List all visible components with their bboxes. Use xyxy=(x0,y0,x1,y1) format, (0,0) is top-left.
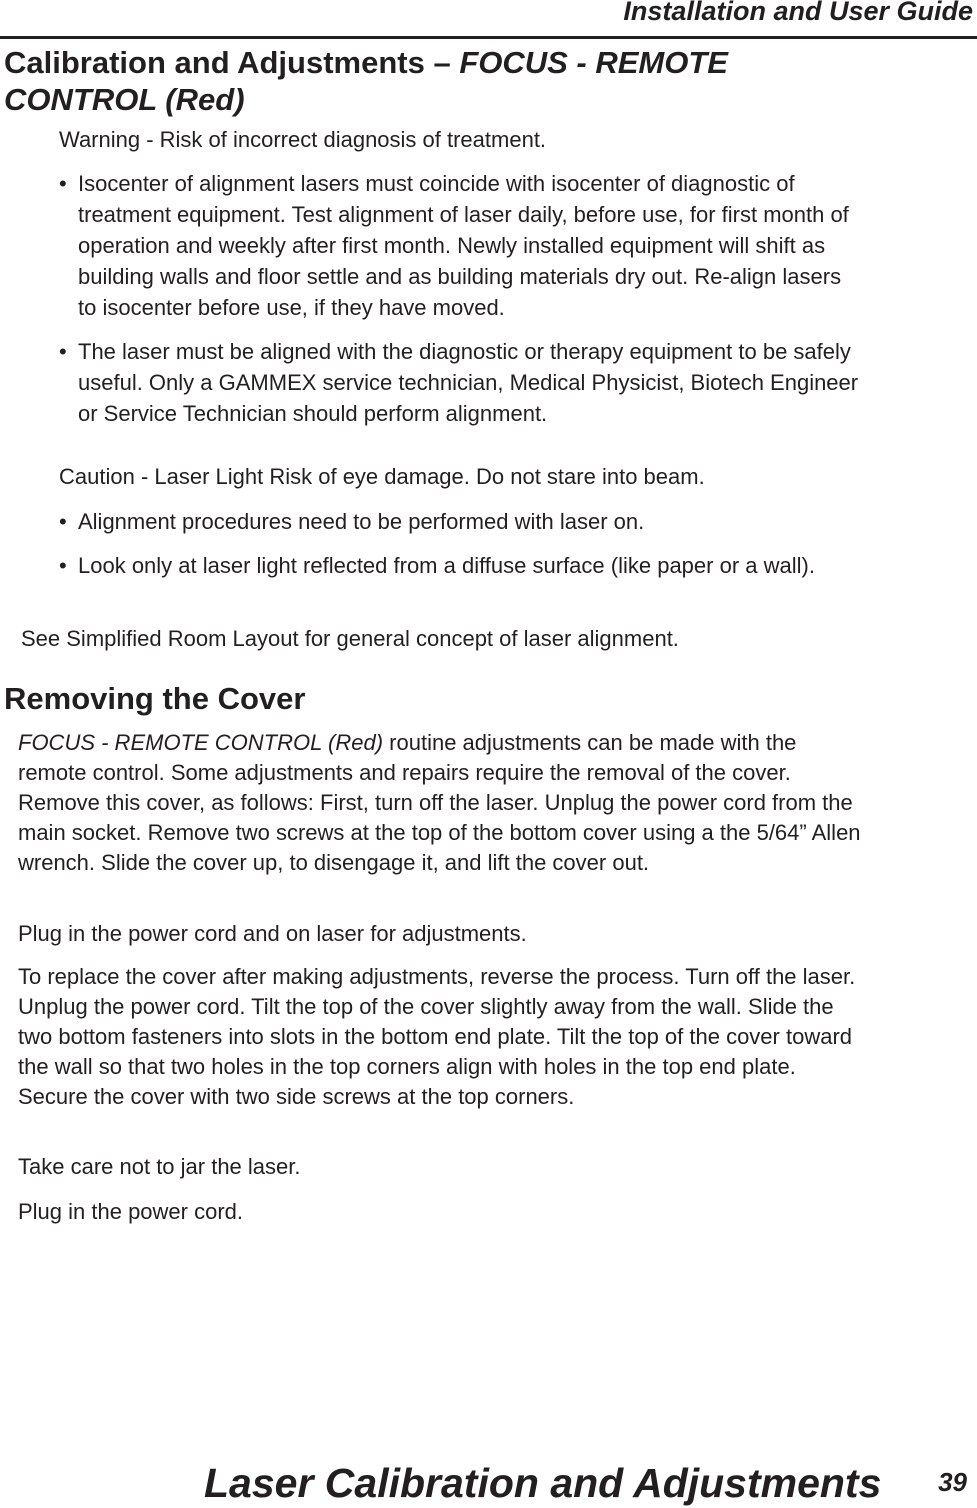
header-rule xyxy=(0,36,977,39)
list-item xyxy=(59,336,859,429)
removing-paragraph-3: To replace the cover after making adjustments, reverse the process. Turn off the laser. Unplug the power cord. Tilt the top of the cover slightly away from the wall. Slide the two bottom fasteners into slots in the bottom end plate. Tilt the top of the cover toward the wall so that two holes in the top corners align with holes in the top end plate. Secure the cover with two side screws at the top corners. xyxy=(18,964,856,1109)
bullet-icon: • xyxy=(59,509,67,534)
list-item xyxy=(59,550,859,581)
footer-title: Laser Calibration and Adjustments xyxy=(204,1460,882,1506)
bullet-icon: • xyxy=(59,339,67,364)
running-header: Installation and User Guide xyxy=(623,0,973,26)
caution-bullet-text: Alignment procedures need to be performed with laser on. xyxy=(78,509,645,534)
removing-paragraph-1 xyxy=(18,728,863,878)
removing-cover-title: Removing the Cover xyxy=(4,681,306,716)
see-layout-note: See Simplified Room Layout for general concept of laser alignment. xyxy=(21,626,679,651)
list-item xyxy=(59,506,859,537)
section-title xyxy=(4,44,864,118)
bullet-icon: • xyxy=(59,171,67,196)
removing-paragraph-4: Take care not to jar the laser. xyxy=(18,1154,301,1179)
caution-heading: Caution - Laser Light Risk of eye damage. Do not stare into beam. xyxy=(59,464,705,489)
model-name: FOCUS - REMOTE CONTROL (Red) xyxy=(18,730,384,755)
removing-paragraph-1-text: routine adjustments can be made with the remote control. Some adjustments and repairs require the removal of the cover. Remove this cover, as follows: First, turn off the laser. Unplug the power cord from the main socket. Remove two screws at the top of the bottom cover using a the 5/64” Allen wrench. Slide the cover up, to disengage it, and lift the cover out. xyxy=(18,730,861,875)
warning-bullet-list xyxy=(59,168,859,442)
warning-bullet-text: The laser must be aligned with the diagnostic or therapy equipment to be safely useful. Only a GAMMEX service technician, Medical Physicist, Biotech Engineer or Service Technician should perform alignment. xyxy=(78,339,859,426)
page-number: 39 xyxy=(938,1467,967,1497)
bullet-icon: • xyxy=(59,553,67,578)
warning-heading-block xyxy=(59,124,859,155)
removing-paragraph-2: Plug in the power cord and on laser for adjustments. xyxy=(18,921,527,946)
section-title-model: FOCUS - REMOTE CONTROL (Red) xyxy=(4,45,728,117)
warning-bullet-text: Isocenter of alignment lasers must coincide with isocenter of diagnostic of treatment equipment. Test alignment of laser daily, before use, for first month of operation and weekly after first month. Newly installed equipment will shift as building walls and floor settle and as building materials dry out. Re-align lasers to isocenter before use, if they have moved. xyxy=(78,171,849,320)
section-title-prefix: Calibration and Adjustments – xyxy=(4,45,460,80)
caution-bullet-text: Look only at laser light reflected from a diffuse surface (like paper or a wall). xyxy=(78,553,815,578)
warning-heading: Warning - Risk of incorrect diagnosis of treatment. xyxy=(59,127,547,152)
removing-paragraph-5: Plug in the power cord. xyxy=(18,1199,244,1224)
caution-bullet-list xyxy=(59,506,859,594)
list-item xyxy=(59,168,859,323)
